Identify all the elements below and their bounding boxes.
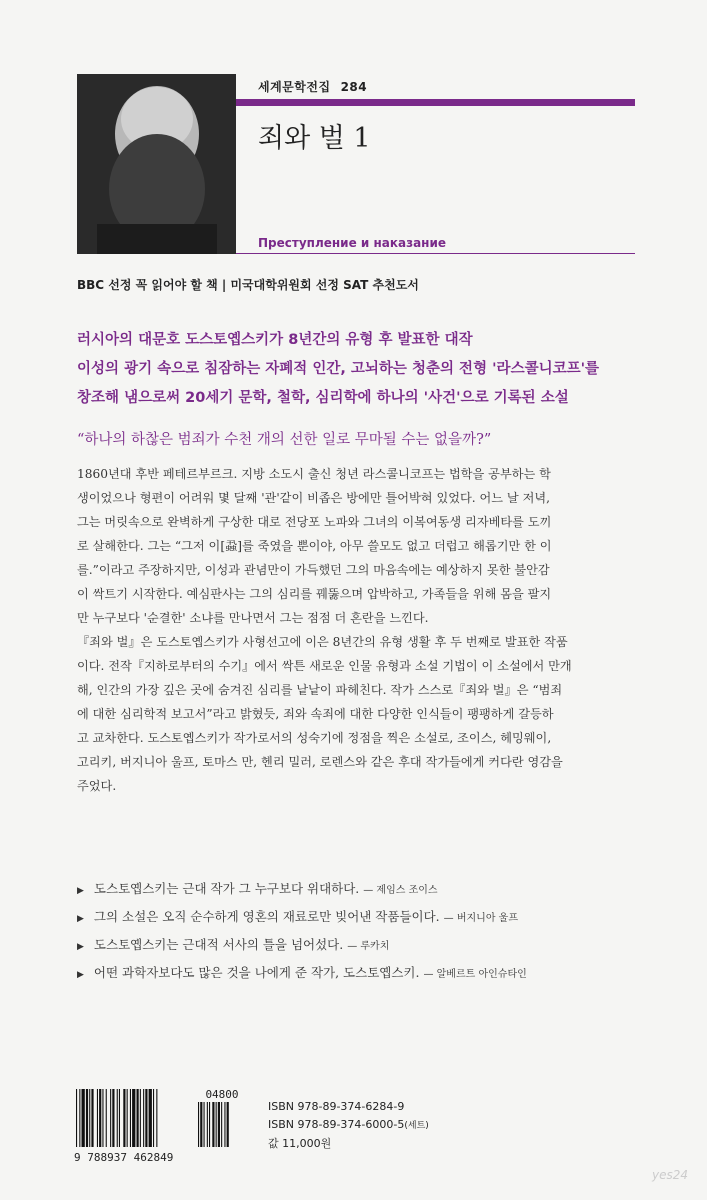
barcode-graphic bbox=[72, 1085, 262, 1165]
barcode-bar bbox=[99, 1089, 101, 1147]
barcode-addon-bar bbox=[204, 1102, 205, 1147]
barcode-bar bbox=[145, 1089, 147, 1147]
synopsis-line: 1860년대 후반 페테르부르크. 지방 소도시 출신 청년 라스콜니코프는 법학을 공부하는 학 bbox=[77, 467, 551, 481]
barcode-bar bbox=[102, 1089, 103, 1147]
price: 값 11,000원 bbox=[268, 1137, 332, 1150]
barcode-bar bbox=[130, 1089, 131, 1147]
praise-text: 도스토옙스키는 근대적 서사의 틀을 넘어섰다. bbox=[93, 937, 344, 952]
barcode-addon-bar bbox=[224, 1102, 225, 1147]
barcode-addon-bar bbox=[212, 1102, 214, 1147]
praise-source: — 제임스 조이스 bbox=[363, 885, 438, 896]
barcode-bar bbox=[153, 1089, 154, 1147]
praise-text: 어떤 과학자보다도 많은 것을 나에게 준 작가, 도스토옙스키. bbox=[93, 965, 420, 980]
synopsis-line: 이다. 전작『지하로부터의 수기』에서 싹튼 새로운 인물 유형과 소설 기법이 이 소설에서 만개 bbox=[77, 659, 572, 673]
praise-source: — 알베르트 아인슈타인 bbox=[423, 969, 527, 980]
barcode-addon-bar bbox=[209, 1102, 210, 1147]
barcode-bar bbox=[140, 1089, 141, 1147]
barcode-addon-bar bbox=[200, 1102, 202, 1147]
praise-source: — 버지니아 울프 bbox=[443, 913, 518, 924]
triangle-bullet-icon: ▶ bbox=[77, 970, 84, 980]
synopsis-line: 생이었으나 형편이 어려워 몇 달째 '관'같이 비좁은 방에만 틀어박혀 있었다. 어느 날 저녁, bbox=[77, 491, 550, 505]
synopsis-line: 이 싹트기 시작한다. 예심판사는 그의 심리를 꿰뚫으며 압박하고, 가족들을 위해 몸을 팔지 bbox=[77, 587, 552, 601]
praise-item bbox=[77, 876, 647, 904]
triangle-bullet-icon: ▶ bbox=[77, 942, 84, 952]
barcode-addon-bar bbox=[221, 1102, 222, 1147]
barcode-addon-bar bbox=[216, 1102, 217, 1147]
triangle-bullet-icon: ▶ bbox=[77, 886, 84, 896]
synopsis-line: 로 살해한다. 그는 “그저 이[蝨]를 죽였을 뿐이야, 아무 쓸모도 없고 더럽고 해롭기만 한 이 bbox=[77, 539, 552, 553]
synopsis-line: 고리키, 버지니아 울프, 토마스 만, 헨리 밀러, 로렌스와 같은 후대 작가들에게 커다란 영감을 bbox=[77, 755, 563, 769]
barcode-bar bbox=[123, 1089, 125, 1147]
synopsis-line: 그는 머릿속으로 완벽하게 구상한 대로 전당포 노파와 그녀의 이복여동생 리자베타를 도끼 bbox=[77, 515, 552, 529]
praise-item bbox=[77, 904, 647, 932]
synopsis bbox=[77, 462, 637, 798]
barcode-addon-bar bbox=[227, 1102, 229, 1147]
headline-line: 러시아의 대문호 도스토옙스키가 8년간의 유형 후 발표한 대작 bbox=[77, 332, 473, 348]
synopsis-line: 해, 인간의 가장 깊은 곳에 숨겨진 심리를 낱낱이 파헤친다. 작가 스스로『죄와 벌』은 “범죄 bbox=[77, 683, 563, 697]
headline-line: 창조해 냄으로써 20세기 문학, 철학, 심리학에 하나의 '사건'으로 기록된 소설 bbox=[77, 390, 569, 406]
synopsis-line: 만 누구보다 '순결한' 소냐를 만나면서 그는 점점 더 혼란을 느낀다. bbox=[77, 611, 429, 625]
series-number: 284 bbox=[340, 80, 368, 94]
barcode-bar bbox=[82, 1089, 85, 1147]
series-label bbox=[258, 78, 367, 95]
synopsis-line: 고 교차한다. 도스토옙스키가 작가로서의 성숙기에 정점을 찍은 소설로, 조이스, 헤밍웨이, bbox=[77, 731, 552, 745]
praise-text: 그의 소설은 오직 순수하게 영혼의 재료로만 빚어낸 작품들이다. bbox=[93, 909, 440, 924]
isbn-set-suffix: (세트) bbox=[404, 1121, 429, 1131]
barcode-addon-bar bbox=[218, 1102, 220, 1147]
series-name: 세계문학전집 bbox=[258, 80, 331, 94]
isbn-set-line bbox=[268, 1116, 429, 1135]
barcode-bar bbox=[106, 1089, 107, 1147]
praise-item bbox=[77, 960, 647, 988]
barcode-bar bbox=[86, 1089, 88, 1147]
barcode-bar bbox=[76, 1089, 77, 1147]
barcode-bar bbox=[89, 1089, 90, 1147]
triangle-bullet-icon: ▶ bbox=[77, 914, 84, 924]
isbn-barcode bbox=[72, 1085, 262, 1165]
barcode-bar bbox=[132, 1089, 135, 1147]
barcode-addon-bar bbox=[207, 1102, 208, 1147]
barcode-addon-bar bbox=[198, 1102, 199, 1147]
isbn-line: ISBN 978-89-374-6284-9 bbox=[268, 1100, 405, 1113]
synopsis-line: 주었다. bbox=[77, 779, 117, 793]
praise-text: 도스토옙스키는 근대 작가 그 누구보다 위대하다. bbox=[93, 881, 360, 896]
barcode-digits: 9 788937 462849 bbox=[74, 1151, 174, 1164]
recommendation-line: BBC 선정 꼭 읽어야 할 책 | 미국대학위원회 선정 SAT 추천도서 bbox=[77, 278, 419, 292]
original-title: Преступление и наказание bbox=[258, 236, 447, 250]
synopsis-line: 를.”이라고 주장하지만, 이성과 관념만이 가득했던 그의 마음속에는 예상하지 못한 불안감 bbox=[77, 563, 550, 577]
barcode-bar bbox=[110, 1089, 111, 1147]
barcode-bar bbox=[149, 1089, 152, 1147]
divider-line bbox=[236, 253, 635, 254]
accent-bar bbox=[236, 99, 635, 106]
synopsis-line: 에 대한 심리학적 보고서”라고 밝혔듯, 죄와 속죄에 대한 다양한 인식들이 팽팽하게 갈등하 bbox=[77, 707, 554, 721]
barcode-bar bbox=[137, 1089, 139, 1147]
synopsis-line: 『죄와 벌』은 도스토옙스키가 사형선고에 이은 8년간의 유형 생활 후 두 번째로 발표한 작품 bbox=[77, 635, 568, 649]
book-title: 죄와 벌 1 bbox=[258, 123, 371, 154]
barcode-bar bbox=[143, 1089, 144, 1147]
barcode-bar bbox=[91, 1089, 93, 1147]
barcode-bar bbox=[112, 1089, 114, 1147]
isbn-info bbox=[268, 1098, 429, 1153]
barcode-addon-digits: 04800 bbox=[205, 1088, 239, 1101]
watermark: yes24 bbox=[652, 1168, 689, 1182]
praise-item bbox=[77, 932, 647, 960]
headline-block bbox=[77, 326, 637, 413]
portrait-image bbox=[77, 74, 236, 254]
barcode-bar bbox=[79, 1089, 80, 1147]
barcode-bar bbox=[156, 1089, 157, 1147]
barcode-bar bbox=[119, 1089, 120, 1147]
pull-quote: “하나의 하찮은 범죄가 수천 개의 선한 일로 무마될 수는 없을까?” bbox=[77, 432, 492, 448]
barcode-bar bbox=[97, 1089, 98, 1147]
barcode-bar bbox=[127, 1089, 128, 1147]
praise-list bbox=[77, 876, 647, 988]
praise-source: — 루카치 bbox=[347, 941, 390, 952]
isbn-set-number: ISBN 978-89-374-6000-5 bbox=[268, 1118, 405, 1131]
barcode-bar bbox=[117, 1089, 118, 1147]
author-portrait bbox=[77, 74, 236, 254]
headline-line: 이성의 광기 속으로 침잠하는 자폐적 인간, 고뇌하는 청춘의 전형 '라스콜니코프'를 bbox=[77, 361, 600, 377]
